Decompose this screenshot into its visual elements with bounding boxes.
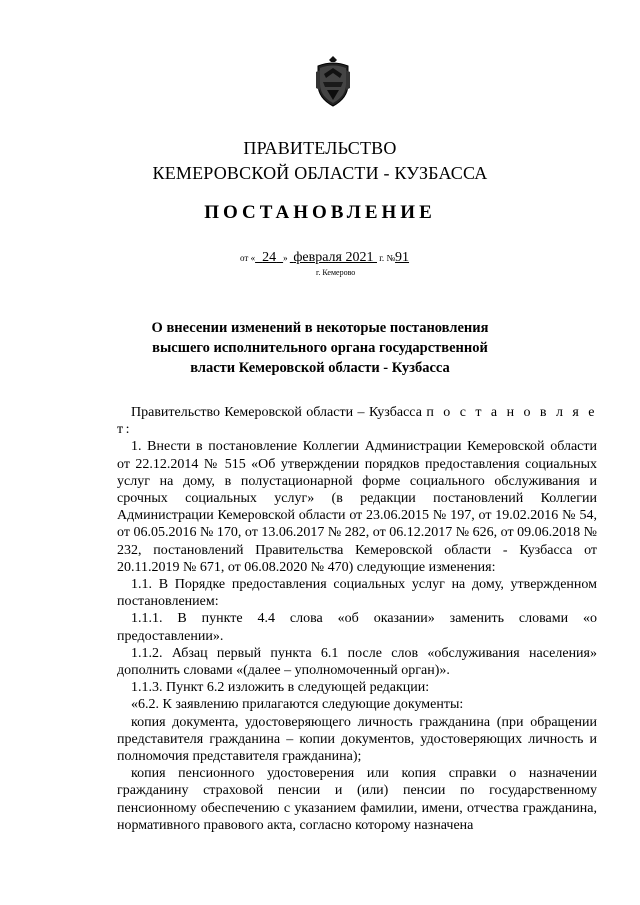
document-number: 91 — [395, 250, 410, 265]
document-body — [117, 404, 597, 834]
document-date-line — [240, 250, 409, 266]
document-city: г. Кемерово — [316, 268, 356, 277]
government-title: ПРАВИТЕЛЬСТВО — [243, 138, 397, 158]
date-month-year: февраля 2021 — [293, 250, 374, 265]
paragraph: 1.1.2. Абзац первый пункта 6.1 после слов «обслуживания населения» дополнить словами «(далее – уполномоченный орган)». — [117, 645, 597, 679]
date-mid: » — [283, 253, 288, 263]
number-prefix: № — [386, 253, 396, 263]
paragraph: «6.2. К заявлению прилагаются следующие документы: — [131, 697, 464, 713]
paragraph: 1.1.3. Пункт 6.2 изложить в следующей редакции: — [131, 680, 430, 696]
government-region: КЕМЕРОВСКОЙ ОБЛАСТИ - КУЗБАССА — [152, 163, 488, 183]
date-year-suffix: г. — [379, 253, 385, 263]
subject-line: О внесении изменений в некоторые постановления — [151, 320, 489, 336]
paragraph: 1.1. В Порядке предоставления социальных услуг на дому, утвержденном постановлением: — [117, 577, 597, 610]
date-prefix: от « — [240, 253, 256, 263]
intro-paragraph: Правительство Кемеровской области – Кузбасса п о с т а н о в л я е т: — [117, 405, 597, 438]
kuzbass-coat-of-arms-icon — [314, 54, 352, 108]
paragraph: 1. Внести в постановление Коллегии Администрации Кемеровской области от 22.12.2014 № 515 «Об утверждении порядков предоставления социальных услуг на дому, в полустационарной форме социального обслуживания и срочных социальных услуг» (в редакции постановлений Коллегии Администрации Кемеровской области от 23.06.2015 № 197, от 19.02.2016 № 54, от 06.05.2016 № 170, от 13.06.2017 № 282, от 06.12.2017 № 626, от 09.06.2018 № 232, постановлений Правительства Кемеровской области - Кузбасса от 20.11.2019 № 671, от 06.08.2020 № 470) следующие изменения: — [117, 439, 597, 575]
paragraph: 1.1.1. В пункте 4.4 слова «об оказании» заменить словами «о предоставлении». — [117, 611, 597, 644]
paragraph: копия документа, удостоверяющего личность гражданина (при обращении представителя гражданина – копии документов, удостоверяющих личность и полномочия представителя гражданина); — [117, 714, 597, 765]
subject-line: высшего исполнительного органа государственной — [152, 340, 488, 356]
date-day: 24 — [262, 250, 277, 265]
document-subject — [0, 318, 640, 378]
paragraph: копия пенсионного удостоверения или копия справки о назначении гражданину страховой пенсии и (или) пенсии по государственному пенсионному обеспечению с указанием фамилии, имени, отчества гражданина, нормативного правового акта, согласно которому назначена — [117, 766, 597, 833]
subject-line: власти Кемеровской области - Кузбасса — [190, 360, 450, 376]
document-type-title: ПОСТАНОВЛЕНИЕ — [204, 202, 436, 223]
